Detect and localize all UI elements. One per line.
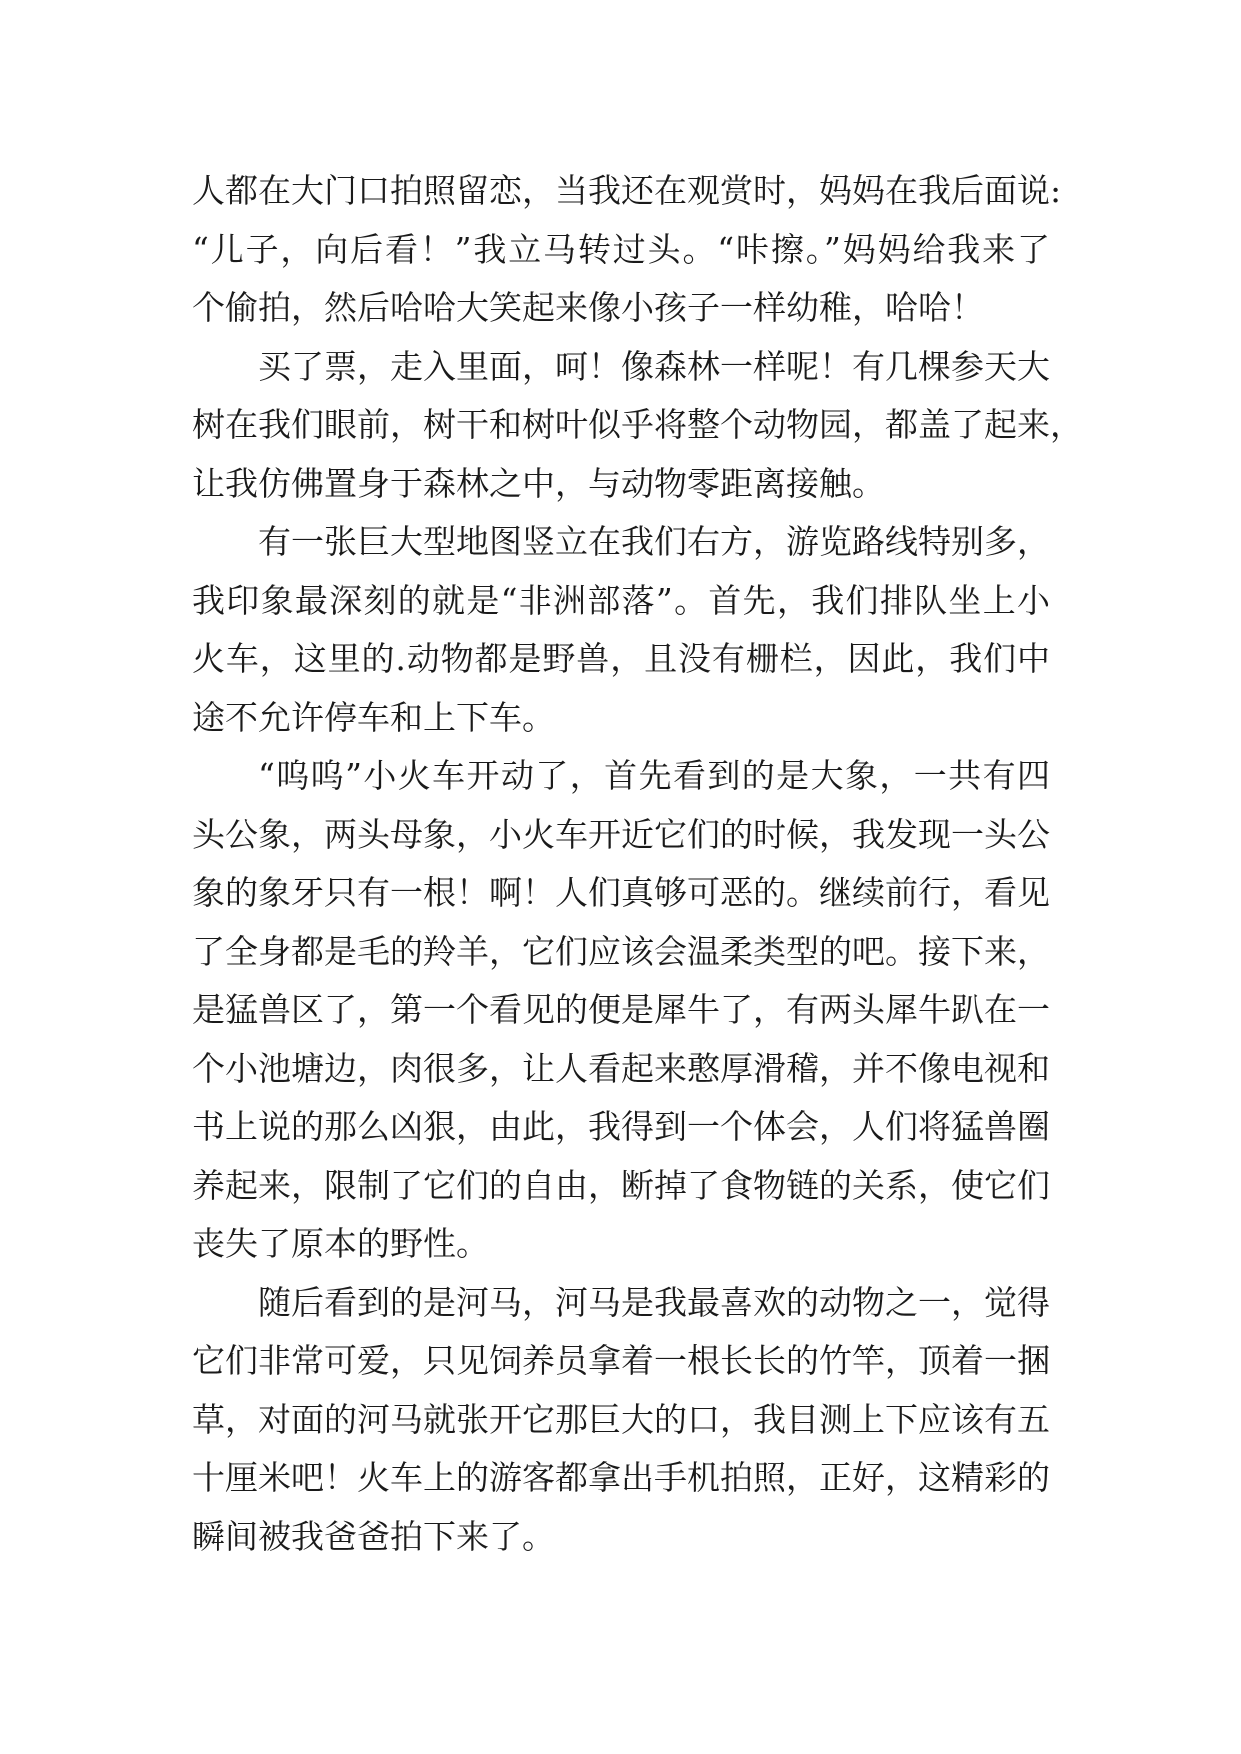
text-line: 瞬间被我爸爸拍下来了。: [192, 1516, 555, 1556]
text-line: 养起来，限制了它们的自由，断掉了食物链的关系，使它们: [192, 1165, 1050, 1205]
paragraph-first-line: 随后看到的是河马，河马是我最喜欢的动物之一，觉得: [258, 1282, 1050, 1322]
text-line: 丧失了原本的野性。: [192, 1224, 489, 1263]
text-line: 人都在大门口拍照留恋，当我还在观赏时，妈妈在我后面说:: [192, 171, 1062, 210]
text-line: 个偷拍，然后哈哈大笑起来像小孩子一样幼稚，哈哈！: [192, 288, 984, 327]
paragraph-first-line: “呜呜”小火车开动了，首先看到的是大象，一共有四: [258, 756, 1050, 795]
text-line: 树在我们眼前，树干和树叶似乎将整个动物园，都盖了起来，: [192, 405, 1083, 444]
text-line: 书上说的那么凶狠，由此，我得到一个体会，人们将猛兽圈: [192, 1107, 1050, 1146]
text-line: 让我仿佛置身于森林之中，与动物零距离接触。: [192, 463, 885, 503]
text-line: 个小池塘边，肉很多，让人看起来憨厚滑稽，并不像电视和: [192, 1048, 1050, 1088]
paragraph-first-line: 买了票，走入里面，呵！像森林一样呢！有几棵参天大: [258, 346, 1050, 386]
text-line: 我印象最深刻的就是“非洲部落”。首先，我们排队坐上小: [192, 580, 1050, 620]
paragraph-first-line: 有一张巨大型地图竖立在我们右方，游览路线特别多，: [258, 522, 1050, 561]
essay-body: [192, 162, 1083, 1566]
text-line: 象的象牙只有一根！啊！人们真够可恶的。继续前行，看见: [192, 873, 1050, 912]
text-line: 火车，这里的.动物都是野兽，且没有栅栏，因此，我们中: [192, 639, 1050, 678]
text-line: 它们非常可爱，只见饲养员拿着一根长长的竹竿，顶着一捆: [192, 1341, 1050, 1380]
text-line: 是猛兽区了，第一个看见的便是犀牛了，有两头犀牛趴在一: [192, 990, 1050, 1029]
text-line: 途不允许停车和上下车。: [192, 697, 555, 737]
text-line: “儿子，向后看！”我立马转过头。“咔擦。”妈妈给我来了: [192, 229, 1050, 269]
text-line: 头公象，两头母象，小火车开近它们的时候，我发现一头公: [192, 814, 1050, 854]
text-line: 了全身都是毛的羚羊，它们应该会温柔类型的吧。接下来，: [192, 931, 1050, 971]
text-line: 十厘米吧！火车上的游客都拿出手机拍照，正好，这精彩的: [192, 1458, 1050, 1497]
text-line: 草，对面的河马就张开它那巨大的口，我目测上下应该有五: [192, 1399, 1050, 1439]
